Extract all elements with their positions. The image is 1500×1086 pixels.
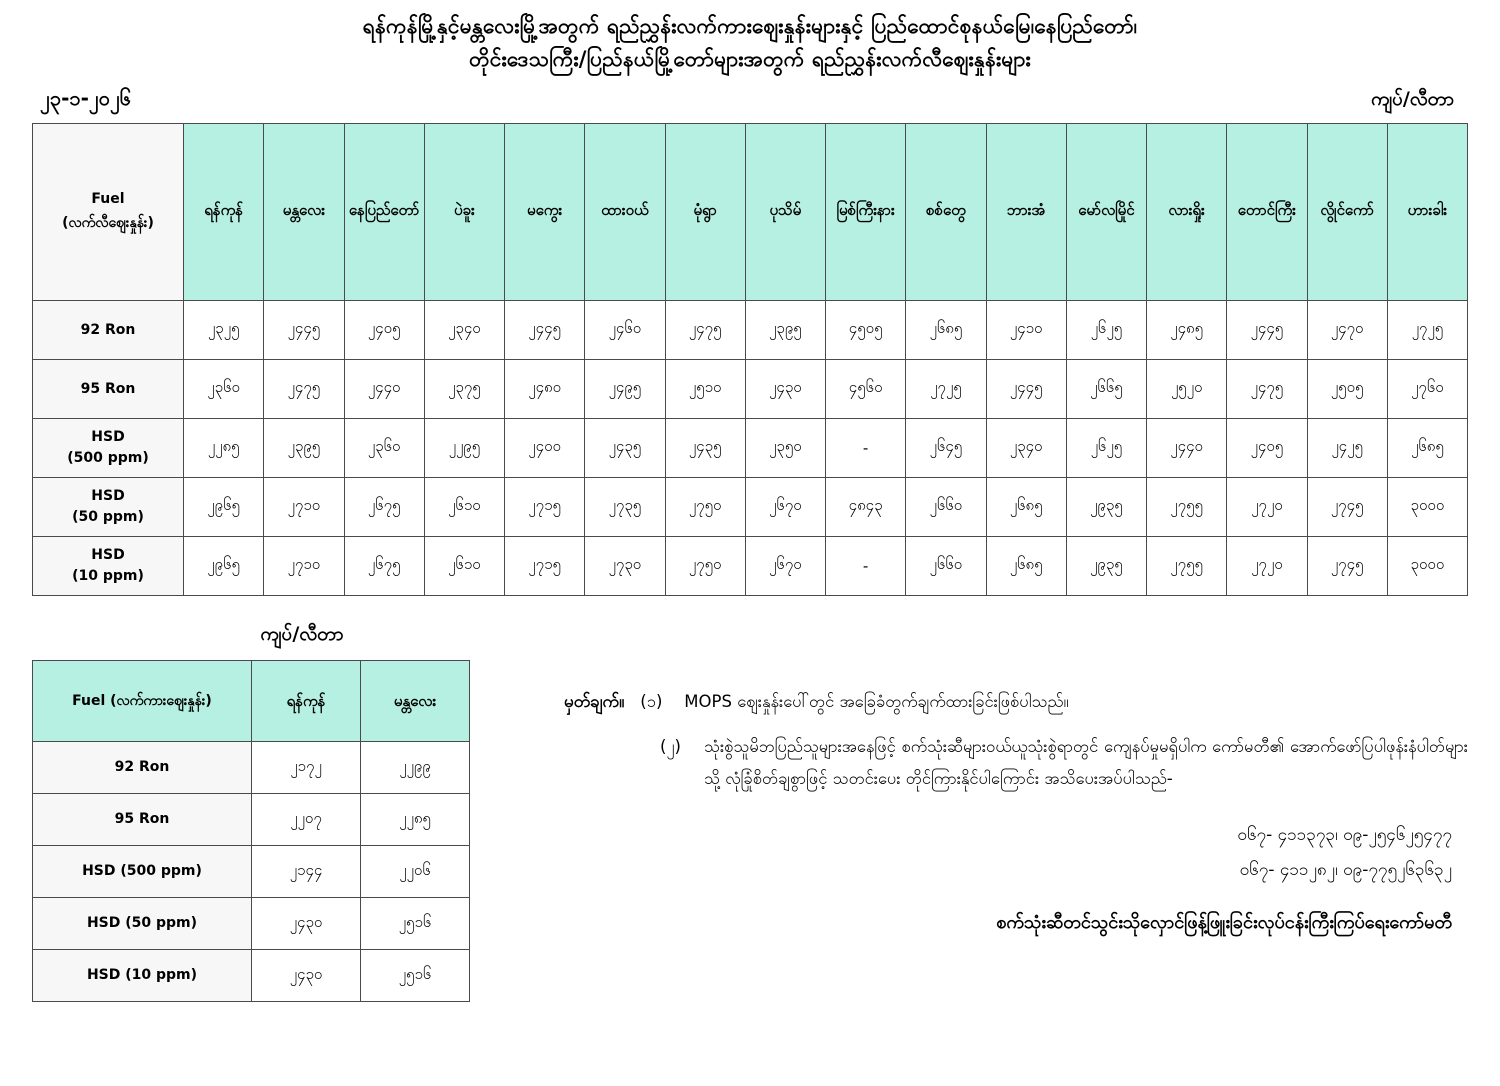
cell-hsd50-yangon: ၂၉၆၅ [184,478,264,537]
cell-hsd500-dawei: ၂၄၃၅ [585,419,665,478]
wholesale-row-label-hsd50-line2: (50 ppm) [125,915,198,932]
wholesale-cell-hsd500-mandalay: ၂၂၀၆ [361,846,470,898]
cell-hsd10-yangon: ၂၉၆၅ [184,537,264,596]
cell-hsd10-lashio: ၂၇၅၅ [1147,537,1227,596]
cell-92ron-pathein: ၂၃၉၅ [745,301,825,360]
retail-table-head [33,124,1468,301]
cell-95ron-myitkyina: ၄၅၆၀ [826,360,906,419]
cell-92ron-yangon: ၂၃၂၅ [184,301,264,360]
unit-label-wholesale: ကျပ်/လီတာ [260,623,344,646]
cell-92ron-bago: ၂၃၄၀ [424,301,504,360]
cell-hsd50-bago: ၂၆၁၀ [424,478,504,537]
wholesale-cell-92ron-mandalay: ၂၂၉၉ [361,742,470,794]
cell-hsd50-mandalay: ၂၇၁၀ [264,478,344,537]
row-label-hsd500-line1: HSD [91,429,125,446]
cell-95ron-yangon: ၂၃၆၀ [184,360,264,419]
table-row [33,794,470,846]
row-label-hsd10-line2: (10 ppm) [72,568,144,585]
cell-hsd500-lashio: ၂၄၄၀ [1147,419,1227,478]
wholesale-column-header-yangon: ရန်ကုန် [252,661,361,742]
cell-92ron-magway: ၂၄၄၅ [505,301,585,360]
cell-92ron-hakha: ၂၇၂၅ [1387,301,1467,360]
wholesale-cell-95ron-mandalay: ၂၂၈၅ [361,794,470,846]
column-header-monywa: မုံရွာ [665,124,745,301]
column-header-pathein: ပုသိမ် [745,124,825,301]
table-row [33,898,470,950]
cell-92ron-naypyitaw: ၂၄၀၅ [344,301,424,360]
cell-hsd50-hpaan: ၂၆၈၅ [986,478,1066,537]
cell-92ron-sittwe: ၂၆၈၅ [906,301,986,360]
row-label-hsd50-line1: HSD [91,488,125,505]
column-header-sittwe: စစ်တွေ [906,124,986,301]
cell-hsd500-hakha: ၂၆၈၅ [1387,419,1467,478]
wholesale-price-table [32,660,470,1002]
cell-hsd50-myitkyina: ၄၈၄၃ [826,478,906,537]
phone-line-1: ၀၆၇- ၄၁၁၃၇၃၊ ၀၉-၂၅၄၆၂၅၄၇၇ [1237,824,1452,845]
cell-hsd10-magway: ၂၇၁၅ [505,537,585,596]
cell-95ron-mawlamyine: ၂၆၆၅ [1066,360,1146,419]
retail-price-table [32,123,1468,596]
wholesale-row-label-92ron-line1: 92 Ron [114,759,170,776]
cell-hsd50-loikaw: ၂၇၄၅ [1307,478,1387,537]
column-header-magway: မကွေး [505,124,585,301]
wholesale-row-label-95ron [33,794,252,846]
cell-92ron-myitkyina: ၄၅၀၅ [826,301,906,360]
cell-hsd500-taunggyi: ၂၄၀၅ [1227,419,1307,478]
cell-hsd10-taunggyi: ၂၇၂၀ [1227,537,1307,596]
title-line-2: တိုင်းဒေသကြီး/ပြည်နယ်မြို့တော်များအတွက် ရည်ညွှန်းလက်လီဈေးနှုန်းများ [469,46,1031,71]
row-label-hsd10-line1: HSD [91,547,125,564]
cell-92ron-loikaw: ၂၄၇၀ [1307,301,1387,360]
cell-hsd10-sittwe: ၂၆၆၀ [906,537,986,596]
note-2-text: သုံးစွဲသူမိဘပြည်သူများအနေဖြင့် စက်သုံးဆီများဝယ်ယူသုံးစွဲရာတွင် ကျေနပ်မှုမရှိပါက ကော်မတီ၏ အောက်ဖော်ပြပါဖုန်းနံပါတ်များသို့ လုံခြုံစိတ်ချစွာဖြင့် သတင်းပေး တိုင်ကြားနိုင်ပါကြောင်း အသိပေးအပ်ပါသည်- [704,737,1468,789]
cell-hsd50-dawei: ၂၇၃၅ [585,478,665,537]
cell-95ron-sittwe: ၂၇၂၅ [906,360,986,419]
column-header-hpaan: ဘားအံ [986,124,1066,301]
cell-95ron-loikaw: ၂၅၀၅ [1307,360,1387,419]
cell-hsd500-naypyitaw: ၂၃၆၀ [344,419,424,478]
column-header-myitkyina: မြစ်ကြီးနား [826,124,906,301]
column-header-mandalay: မန္တလေး [264,124,344,301]
wholesale-cell-hsd50-mandalay: ၂၅၁၆ [361,898,470,950]
wholesale-table-head [33,661,470,742]
row-label-hsd50 [33,478,184,537]
column-header-yangon: ရန်ကုန် [184,124,264,301]
wholesale-cell-92ron-yangon: ၂၁၇၂ [252,742,361,794]
row-label-95ron-line1: 95 Ron [80,380,136,397]
note-1-number: (၁) [640,692,663,712]
notes-section [502,622,1468,940]
cell-95ron-lashio: ၂၅၂၀ [1147,360,1227,419]
wholesale-row-label-hsd500 [33,846,252,898]
table-row [33,742,470,794]
row-label-hsd500-line2: (500 ppm) [67,450,149,467]
cell-92ron-mandalay: ၂၄၄၅ [264,301,344,360]
wholesale-row-label-92ron [33,742,252,794]
contact-phones [564,818,1468,889]
row-label-92ron-line1: 92 Ron [80,321,136,338]
note-item-1 [564,686,1468,719]
cell-hsd500-myitkyina: - [826,419,906,478]
cell-95ron-dawei: ၂၄၉၅ [585,360,665,419]
cell-92ron-monywa: ၂၄၇၅ [665,301,745,360]
notes-label: မှတ်ချက်။ [564,692,625,713]
cell-hsd10-naypyitaw: ၂၆၇၅ [344,537,424,596]
wholesale-fuel-header [33,661,252,742]
cell-hsd10-pathein: ၂၆၇၀ [745,537,825,596]
table-row [33,360,1468,419]
cell-hsd10-dawei: ၂၇၃၀ [585,537,665,596]
table-row [33,537,1468,596]
column-header-bago: ပဲခူး [424,124,504,301]
wholesale-row-label-hsd10-line2: (10 ppm) [125,967,198,984]
cell-hsd500-mandalay: ၂၃၉၅ [264,419,344,478]
wholesale-fuel-header-line2: (လက်ကားဈေးနှုန်း) [110,692,212,709]
cell-hsd50-naypyitaw: ၂၆၇၅ [344,478,424,537]
column-header-dawei: ထားဝယ် [585,124,665,301]
retail-table-wrapper [0,115,1500,596]
cell-hsd50-taunggyi: ၂၇၂၀ [1227,478,1307,537]
table-row [33,301,1468,360]
cell-hsd50-mawlamyine: ၂၉၃၅ [1066,478,1146,537]
cell-hsd50-monywa: ၂၇၅၀ [665,478,745,537]
table-row [33,419,1468,478]
unit-label-retail: ကျပ်/လီတာ [1371,88,1454,111]
wholesale-row-label-hsd10 [33,950,252,1002]
cell-95ron-magway: ၂၄၈၀ [505,360,585,419]
column-header-mawlamyine: မော်လမြိုင် [1066,124,1146,301]
retail-fuel-header-line1: Fuel [91,191,125,208]
wholesale-cell-hsd500-yangon: ၂၁၄၄ [252,846,361,898]
cell-92ron-hpaan: ၂၄၁၀ [986,301,1066,360]
table-row [33,478,1468,537]
cell-hsd500-hpaan: ၂၃၄၀ [986,419,1066,478]
cell-95ron-pathein: ၂၄၃၀ [745,360,825,419]
column-header-naypyitaw: နေပြည်တော် [344,124,424,301]
cell-hsd50-magway: ၂၇၁၅ [505,478,585,537]
phone-line-2: ၀၆၇- ၄၁၁၂၈၂၊ ၀၉-၇၇၅၂၆၃၆၃၂ [1239,860,1452,881]
cell-hsd10-bago: ၂၆၁၀ [424,537,504,596]
wholesale-column-header-mandalay: မန္တလေး [361,661,470,742]
note-2-number: (၂) [660,737,681,757]
note-1-text: MOPS ဈေးနှုန်းပေါ်တွင် အခြေခံတွက်ချက်ထားခြင်းဖြစ်ပါသည်။ [684,692,1069,712]
cell-95ron-hakha: ၂၇၆၀ [1387,360,1467,419]
cell-hsd10-myitkyina: - [826,537,906,596]
column-header-hakha: ဟားခါး [1387,124,1467,301]
table-header-row [33,124,1468,301]
document-date: ၂၃-၁-၂၀၂၆ [40,86,132,111]
retail-fuel-header-line2: (လက်လီဈေးနှုန်း) [62,215,154,232]
cell-hsd500-yangon: ၂၂၈၅ [184,419,264,478]
meta-row [0,75,1500,115]
wholesale-cell-hsd10-yangon: ၂၄၃၀ [252,950,361,1002]
cell-92ron-mawlamyine: ၂၆၂၅ [1066,301,1146,360]
cell-92ron-dawei: ၂၄၆၀ [585,301,665,360]
cell-hsd500-monywa: ၂၄၃၅ [665,419,745,478]
cell-95ron-bago: ၂၃၇၅ [424,360,504,419]
committee-signature: စက်သုံးဆီတင်သွင်းသိုလှောင်ဖြန့်ဖြူးခြင်းလုပ်ငန်းကြီးကြပ်ရေးကော်မတီ [996,911,1452,933]
cell-hsd50-sittwe: ၂၆၆၀ [906,478,986,537]
cell-95ron-hpaan: ၂၄၄၅ [986,360,1066,419]
wholesale-row-label-hsd10-line1: HSD [86,967,121,984]
wholesale-row-label-hsd500-line1: HSD [82,863,116,880]
cell-hsd10-hpaan: ၂၆၈၅ [986,537,1066,596]
cell-hsd500-bago: ၂၂၉၅ [424,419,504,478]
cell-hsd10-mandalay: ၂၇၁၀ [264,537,344,596]
table-row [33,846,470,898]
cell-95ron-naypyitaw: ၂၄၄၀ [344,360,424,419]
row-label-hsd500 [33,419,184,478]
cell-hsd50-lashio: ၂၇၅၅ [1147,478,1227,537]
cell-hsd10-hakha: ၃၀၀၀ [1387,537,1467,596]
row-label-92ron [33,301,184,360]
wholesale-row-label-hsd50 [33,898,252,950]
cell-hsd50-pathein: ၂၆၇၀ [745,478,825,537]
cell-92ron-taunggyi: ၂၄၄၅ [1227,301,1307,360]
cell-hsd10-loikaw: ၂၇၄၅ [1307,537,1387,596]
cell-hsd10-monywa: ၂၇၅၀ [665,537,745,596]
cell-95ron-monywa: ၂၅၁၀ [665,360,745,419]
cell-95ron-mandalay: ၂၄၇၅ [264,360,344,419]
row-label-hsd10 [33,537,184,596]
wholesale-cell-hsd10-mandalay: ၂၅၁၆ [361,950,470,1002]
row-label-hsd50-line2: (50 ppm) [72,509,144,526]
retail-fuel-header [33,124,184,301]
cell-hsd500-pathein: ၂၃၅၀ [745,419,825,478]
cell-hsd10-mawlamyine: ၂၉၃၅ [1066,537,1146,596]
cell-hsd500-loikaw: ၂၄၂၅ [1307,419,1387,478]
cell-hsd500-magway: ၂၄၀၀ [505,419,585,478]
column-header-taunggyi: တောင်ကြီး [1227,124,1307,301]
column-header-lashio: လားရှိုး [1147,124,1227,301]
title-line-1: ရန်ကုန်မြို့နှင့်မန္တလေးမြို့အတွက် ရည်ညွှန်းလက်ကားဈေးနှုန်းများနှင့် ပြည်ထောင်စုနယ်မြေ၊နေပြည်တော်၊ [362,14,1138,38]
lower-section [0,622,1500,1002]
cell-92ron-lashio: ၂၄၈၅ [1147,301,1227,360]
wholesale-row-label-hsd50-line1: HSD [86,915,121,932]
cell-95ron-taunggyi: ၂၄၇၅ [1227,360,1307,419]
cell-hsd500-mawlamyine: ၂၆၂၅ [1066,419,1146,478]
document-title [0,0,1500,75]
wholesale-row-label-hsd500-line2: (500 ppm) [120,863,202,880]
table-header-row [33,661,470,742]
wholesale-table-wrapper [32,622,502,1002]
column-header-loikaw: လွိုင်ကော် [1307,124,1387,301]
cell-hsd500-sittwe: ၂၆၄၅ [906,419,986,478]
table-row [33,950,470,1002]
wholesale-row-label-95ron-line1: 95 Ron [114,811,170,828]
row-label-95ron [33,360,184,419]
note-item-2 [564,731,1468,795]
retail-table-body [33,301,1468,596]
cell-hsd50-hakha: ၃၀၀၀ [1387,478,1467,537]
wholesale-table-body [33,742,470,1002]
wholesale-fuel-header-line1: Fuel [72,692,106,709]
wholesale-cell-95ron-yangon: ၂၂၀၇ [252,794,361,846]
wholesale-cell-hsd50-yangon: ၂၄၃၀ [252,898,361,950]
